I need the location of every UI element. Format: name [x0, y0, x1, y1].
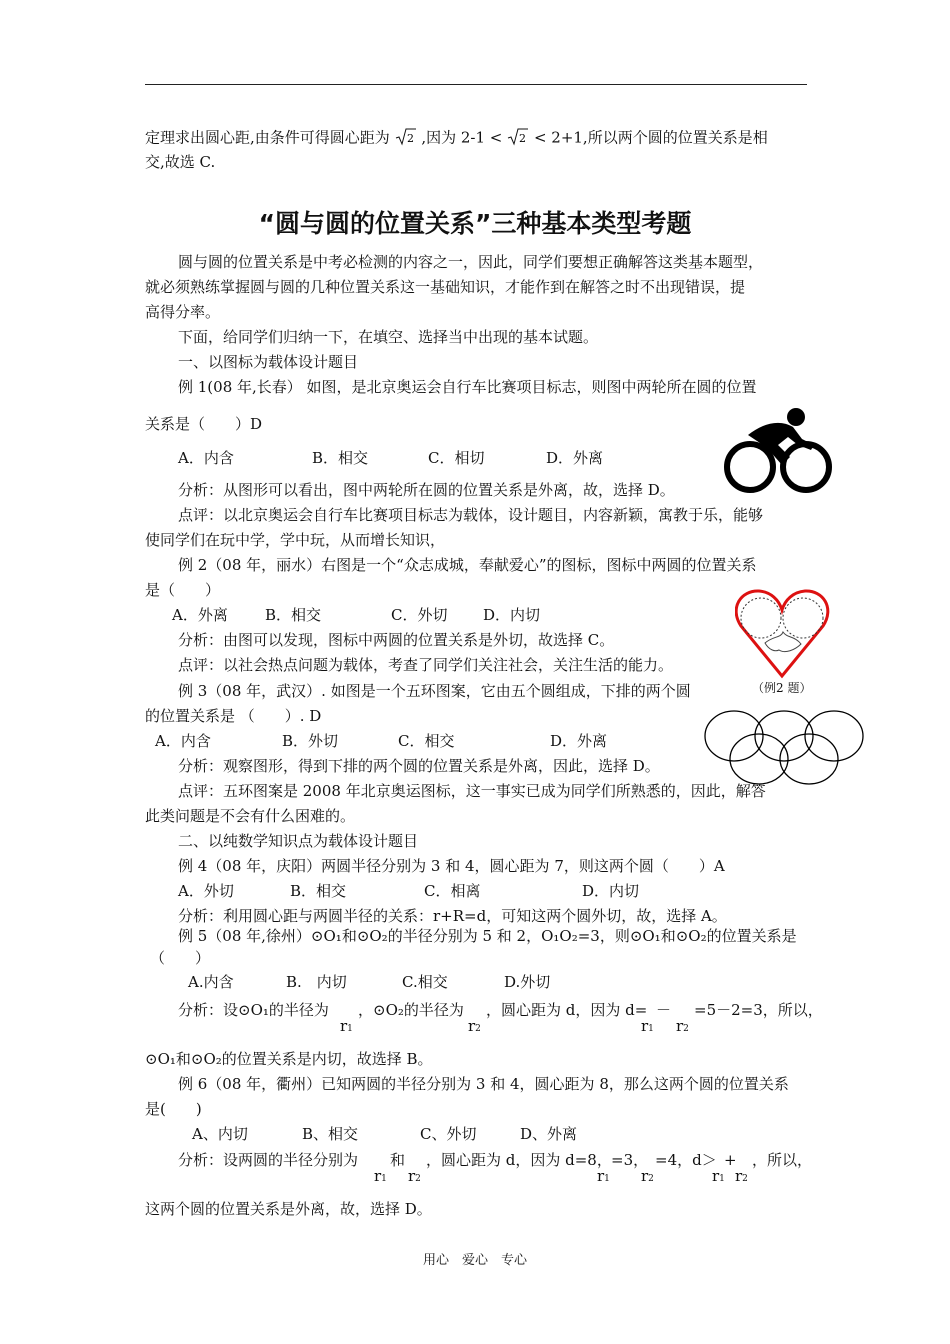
ex4-option-c: C．相离 — [424, 882, 481, 900]
r-symbol: r — [735, 1167, 743, 1185]
header-rule — [145, 84, 807, 85]
r-symbol: r — [374, 1167, 382, 1185]
ex1-question-1: 例 1(08 年,长春） 如图，是北京奥运会自行车比赛项目标志，则图中两轮所在圆的位置 — [178, 378, 757, 396]
subscript-2: 2 — [475, 1024, 481, 1034]
ex5-analysis-5: =5－2=3，所以， — [694, 1001, 823, 1019]
intro-2: 就必须熟练掌握圆与圆的几种位置关系这一基础知识，才能作到在解答之时不出现错误，提 — [145, 278, 746, 296]
subscript-2: 2 — [683, 1024, 689, 1034]
ex4-analysis: 分析：利用圆心距与两圆半径的关系：r+R=d，可知这两个圆外切，故，选择 A。 — [178, 907, 727, 925]
ex2-option-d: D．内切 — [483, 606, 541, 624]
ex5-analysis-3: ，圆心距为 d，因为 d= — [486, 1001, 648, 1019]
top-line-1 — [145, 126, 768, 151]
r-symbol: r — [676, 1017, 684, 1035]
ex6-question-1: 例 6（08 年，衢州）已知两圆的半径分别为 3 和 4，圆心距为 8，那么这两个圆的位置关系 — [178, 1075, 789, 1093]
ex1-option-d: D．外离 — [546, 449, 604, 467]
ex2-comment: 点评：以社会热点问题为载体，考查了同学们关注社会，关注生活的能力。 — [178, 656, 674, 674]
ex2-option-a: A．外离 — [172, 606, 228, 624]
subscript-2: 2 — [742, 1174, 748, 1184]
svg-text:2: 2 — [519, 132, 527, 145]
ex1-option-b: B．相交 — [312, 449, 369, 467]
ex3-comment-2: 此类问题是不会有什么困难的。 — [145, 807, 356, 825]
ex5-analysis-2: ，⊙O₂的半径为 — [358, 1001, 464, 1019]
ex5-analysis-part-a: 分析：设⊙O₁的半径为 — [178, 1001, 329, 1019]
r-symbol: r — [468, 1017, 476, 1035]
r-symbol: r — [641, 1017, 649, 1035]
ex2-question-1: 例 2（08 年，丽水）右图是一个“众志成城，奉献爱心”的图标，图标中两圆的位置关系 — [178, 556, 757, 574]
ex3-question-2: 的位置关系是 （ ）. D — [145, 707, 322, 725]
ex2-option-c: C．外切 — [391, 606, 448, 624]
ex6-r2-c — [735, 1166, 748, 1189]
intro-3: 高得分率。 — [145, 303, 221, 321]
ex6-analysis-8: 这两个圆的位置关系是外离，故，选择 D。 — [145, 1200, 432, 1218]
ex3-option-b: B．外切 — [282, 732, 339, 750]
top-line-2: 交,故选 C. — [145, 153, 216, 171]
ex3-question-1: 例 3（08 年，武汉）. 如图是一个五环图案，它由五个圆组成，下排的两个圆 — [178, 682, 691, 700]
ex6-r1-c — [712, 1166, 725, 1189]
ex2-option-b: B．相交 — [265, 606, 322, 624]
ex6-analysis-4: =3， — [611, 1151, 649, 1169]
subscript-2: 2 — [648, 1174, 654, 1184]
ex1-analysis: 分析：从图形可以看出，图中两轮所在圆的位置关系是外离，故，选择 D。 — [178, 481, 675, 499]
ex5-question-1: 例 5（08 年,徐州）⊙O₁和⊙O₂的半径分别为 5 和 2，O₁O₂=3，则⊙O₁和⊙O₂的位置关系是 — [178, 927, 797, 945]
ex5-option-b: B. 内切 — [286, 973, 347, 991]
ex5-r2-a — [468, 1016, 481, 1039]
ex3-option-a: A．内含 — [155, 732, 211, 750]
ex1-comment-1: 点评：以北京奥运会自行车比赛项目标志为载体，设计题目，内容新颖，寓教于乐，能够 — [178, 506, 764, 524]
ex2-question-2: 是（ ） — [145, 581, 221, 599]
sqrt-two-2 — [507, 126, 529, 151]
ex6-option-c: C、外切 — [420, 1125, 477, 1143]
svg-text:2: 2 — [406, 132, 414, 145]
r-symbol: r — [597, 1167, 605, 1185]
intro-4: 下面，给同学们归纳一下，在填空、选择当中出现的基本试题。 — [178, 328, 599, 346]
ex1-option-c: C．相切 — [428, 449, 485, 467]
subscript-1: 1 — [604, 1174, 610, 1184]
figure-caption-ex2: （例2 题） — [752, 681, 812, 695]
page-footer: 用心 爱心 专心 — [422, 1253, 527, 1268]
ex1-question-2: 关系是（ ）D — [145, 415, 263, 433]
ex5-option-d: D.外切 — [504, 973, 551, 991]
ex6-r2-a — [408, 1166, 421, 1189]
ex5-option-a: A.内含 — [188, 973, 234, 991]
ex4-option-d: D．内切 — [582, 882, 640, 900]
cyclist-icon — [718, 405, 836, 499]
ex6-option-a: A、内切 — [192, 1125, 248, 1143]
ex3-option-d: D．外离 — [550, 732, 608, 750]
subscript-2: 2 — [415, 1174, 421, 1184]
section-1-heading: 一、以图标为载体设计题目 — [178, 353, 359, 371]
five-rings-icon — [700, 705, 866, 793]
ex2-analysis: 分析：由图可以发现，图标中两圆的位置关系是外切，故选择 C。 — [178, 631, 615, 649]
ex6-analysis-6: + — [724, 1151, 737, 1169]
ex6-r1-a — [374, 1166, 387, 1189]
ex5-r2-b — [676, 1016, 689, 1039]
ex6-r1-b — [597, 1166, 610, 1189]
ex5-analysis-6: ⊙O₁和⊙O₂的位置关系是内切，故选择 B。 — [145, 1050, 433, 1068]
ex4-question: 例 4（08 年，庆阳）两圆半径分别为 3 和 4，圆心距为 7，则这两个圆（ ）A — [178, 857, 725, 875]
ex3-option-c: C．相交 — [398, 732, 455, 750]
ex6-option-d: D、外离 — [520, 1125, 578, 1143]
section-2-heading: 二、以纯数学知识点为载体设计题目 — [178, 832, 419, 850]
ex6-analysis-1: 分析：设两圆的半径分别为 — [178, 1151, 359, 1169]
subscript-1: 1 — [381, 1174, 387, 1184]
ex6-question-2: 是( ) — [145, 1100, 202, 1118]
r-symbol: r — [641, 1167, 649, 1185]
ex6-analysis-5: =4，d＞ — [655, 1151, 717, 1169]
ex5-option-c: C.相交 — [402, 973, 448, 991]
ex1-option-a: A．内含 — [178, 449, 234, 467]
ex6-option-b: B、相交 — [302, 1125, 359, 1143]
subscript-1: 1 — [347, 1024, 353, 1034]
r-symbol: r — [712, 1167, 720, 1185]
r-symbol: r — [340, 1017, 348, 1035]
ex5-r1-b — [641, 1016, 654, 1039]
heart-logo-icon — [735, 588, 830, 684]
ex3-comment-1: 点评：五环图案是 2008 年北京奥运图标，这一事实已成为同学们所熟悉的，因此，解答 — [178, 782, 766, 800]
top-text-a: 定理求出圆心距,由条件可得圆心距为 — [145, 128, 390, 147]
ex6-analysis-3: ，圆心距为 d，因为 d=8， — [426, 1151, 612, 1169]
ex1-comment-2: 使同学们在玩中学，学中玩，从而增长知识， — [145, 531, 446, 549]
ex6-analysis-2: 和 — [390, 1151, 406, 1169]
top-text-c: < 2+1,所以两个圆的位置关系是相 — [533, 128, 768, 147]
page-title: “圆与圆的位置关系”三种基本类型考题 — [258, 209, 692, 238]
ex4-option-b: B．相交 — [290, 882, 347, 900]
ex5-analysis-1 — [178, 1000, 329, 1020]
ex5-analysis-4: － — [656, 1001, 672, 1019]
r-symbol: r — [408, 1167, 416, 1185]
ex6-analysis-7: ，所以， — [752, 1151, 813, 1169]
ex4-option-a: A．外切 — [178, 882, 234, 900]
ex6-r2-b — [641, 1166, 654, 1189]
subscript-1: 1 — [648, 1024, 654, 1034]
subscript-1: 1 — [719, 1174, 725, 1184]
ex5-question-2: （ ） — [150, 949, 211, 967]
ex3-analysis: 分析：观察图形，得到下排的两个圆的位置关系是外离，因此，选择 D。 — [178, 757, 660, 775]
ex5-r1-a — [340, 1016, 353, 1039]
sqrt-two-1 — [395, 126, 417, 151]
intro-1: 圆与圆的位置关系是中考必检测的内容之一，因此，同学们要想正确解答这类基本题型， — [178, 253, 764, 271]
top-text-b: ,因为 2-1 < — [421, 128, 503, 147]
